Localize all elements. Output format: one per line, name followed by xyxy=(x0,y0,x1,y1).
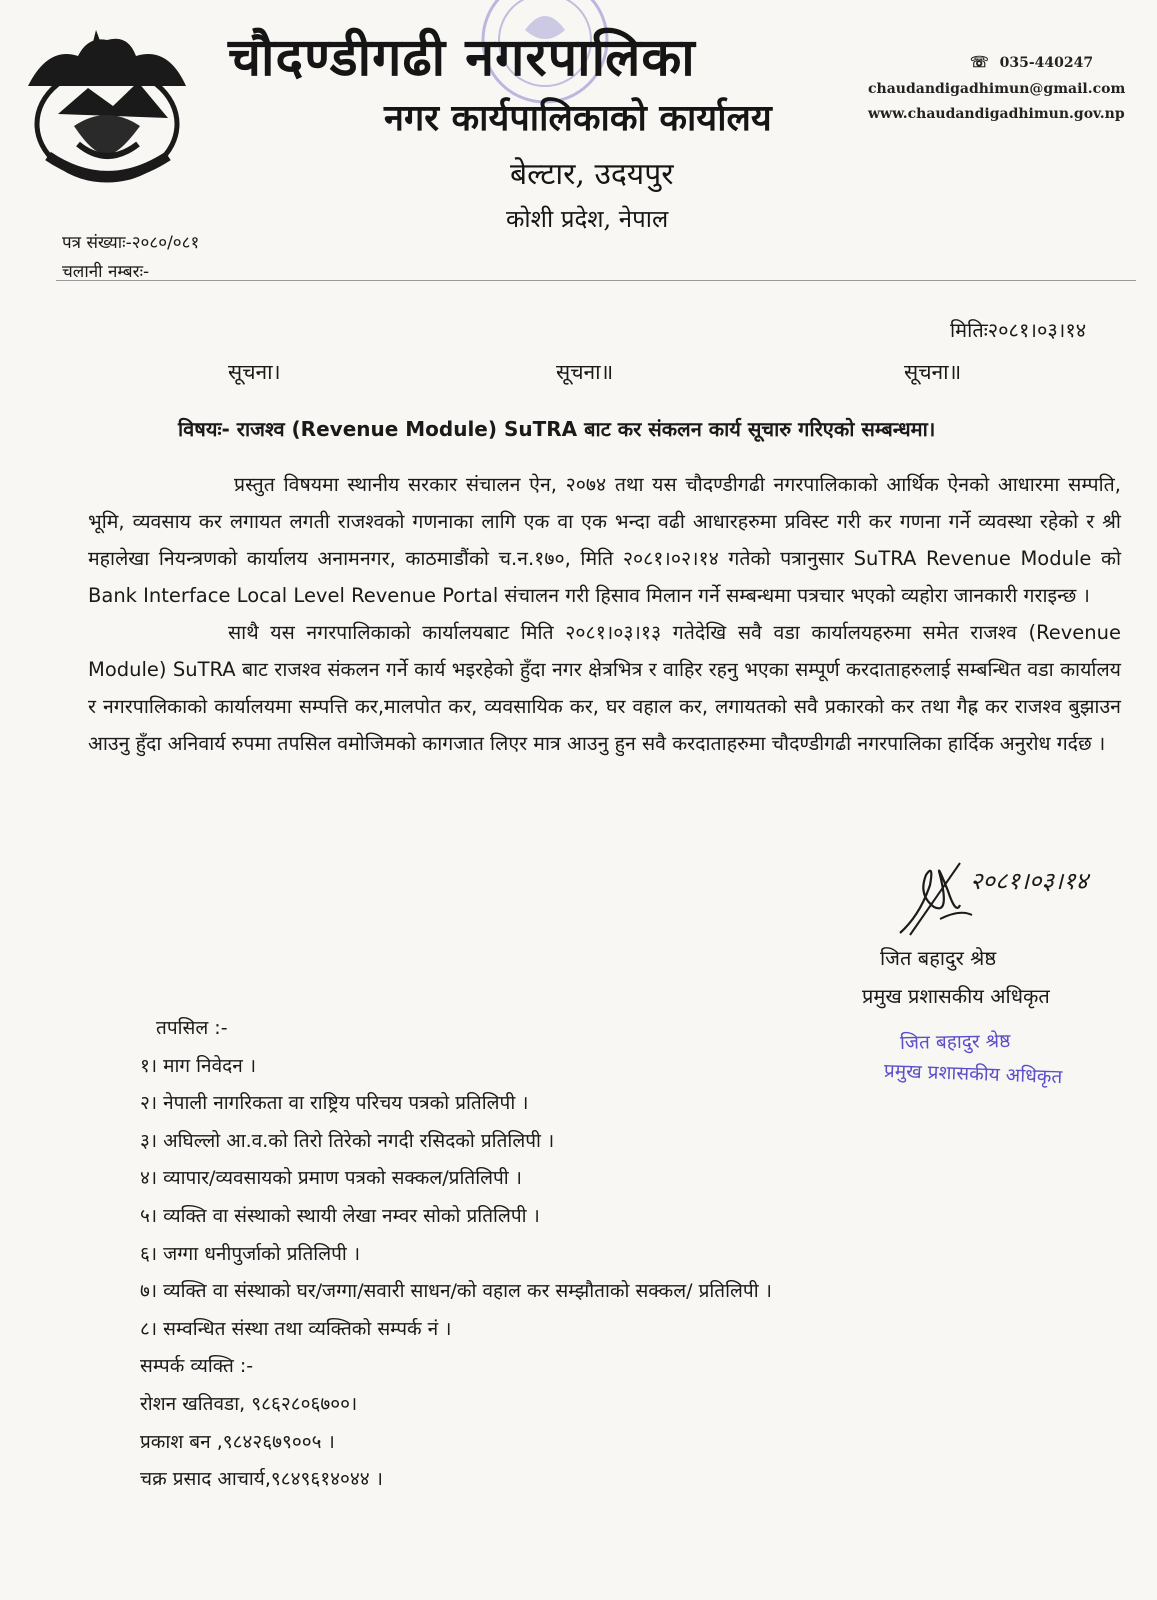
letter-body xyxy=(88,466,1121,762)
email-link[interactable]: chaudandigadhimun@gmail.com xyxy=(868,81,1126,97)
handwritten-signature xyxy=(890,855,1089,941)
notice-label-1: सूचना। xyxy=(228,360,281,384)
phone-icon: ☏ xyxy=(970,53,989,71)
notice-label-2: सूचना॥ xyxy=(556,360,614,384)
office-name: नगर कार्यपालिकाको कार्यालय xyxy=(384,97,772,139)
official-stamp-title: प्रमुख प्रशासकीय अधिकृत xyxy=(883,1059,1063,1089)
header-divider xyxy=(56,280,1136,281)
list-item: ७। व्यक्ति वा संस्थाको घर/जग्गा/सवारी साधन/को वहाल कर सम्झौताको सक्कल/ प्रतिलिपी । xyxy=(140,1280,772,1303)
phone-row xyxy=(970,53,1093,71)
phone-number: 035-440247 xyxy=(999,55,1094,71)
annex-heading: तपसिल :- xyxy=(156,1017,228,1039)
list-item: ८। सम्वन्धित संस्था तथा व्यक्तिको सम्पर्क नं । xyxy=(140,1317,452,1340)
page-title: चौदण्डीगढी नगरपालिका xyxy=(228,27,696,88)
list-item: ५। व्यक्ति वा संस्थाको स्थायी लेखा नम्वर सोको प्रतिलिपी । xyxy=(140,1204,540,1227)
list-item: ४। व्यापार/व्यवसायको प्रमाण पत्रको सक्कल/प्रतिलिपी । xyxy=(140,1167,522,1190)
office-address: बेल्टार, उदयपुर xyxy=(510,157,674,192)
website-link[interactable]: www.chaudandigadhimun.gov.np xyxy=(868,106,1125,122)
annex-list xyxy=(140,1010,772,1499)
office-province: कोशी प्रदेश, नेपाल xyxy=(506,205,669,233)
official-stamp-name: जित बहादुर श्रेष्ठ xyxy=(899,1030,1011,1054)
list-item: ६। जग्गा धनीपुर्जाको प्रतिलिपी । xyxy=(140,1242,361,1265)
contact-heading: सम्पर्क व्यक्ति :- xyxy=(140,1355,254,1378)
signature-date: २०८१।०३।१४ xyxy=(970,867,1089,895)
letter-date: मितिः२०८१।०३।१४ xyxy=(950,318,1087,342)
letter-number: पत्र संख्याः-२०८०/०८१ xyxy=(62,233,200,253)
contact-person: प्रकाश बन ,९८४२६७९००५ । xyxy=(140,1430,335,1453)
dispatch-number: चलानी नम्बरः- xyxy=(62,262,150,282)
signer-name: जित बहादुर श्रेष्ठ xyxy=(880,946,997,970)
list-item: १। माग निवेदन । xyxy=(140,1054,257,1077)
nepal-government-emblem-icon xyxy=(18,26,196,194)
body-paragraph-2: साथै यस नगरपालिकाको कार्यालयबाट मिति २०८१।०३।१३ गतेदेखि सवै वडा कार्यालयहरुमा समेत राजश्व (Revenue Module) SuTRA बाट राजश्व संकलन गर्ने कार्य भइरहेको हुँदा नगर क्षेत्रभित्र र वाहिर रहनु भएका सम्पूर्ण करदाताहरुलाई सम्बन्धित वडा कार्यालय र नगरपालिकाको कार्यालयमा सम्पत्ति कर,मालपोत कर, व्यवसायिक कर, घर वहाल कर, लगायतको सवै प्रकारको कर तथा गैह्र कर राजश्व बुझाउन आउनु हुँदा अनिवार्य रुपमा तपसिल वमोजिमको कागजात लिएर मात्र आउनु हुन सवै करदाताहरुमा चौदण्डीगढी नगरपालिका हार्दिक अनुरोध गर्दछ । xyxy=(88,621,1121,755)
list-item: २। नेपाली नागरिकता वा राष्ट्रिय परिचय पत्रको प्रतिलिपी । xyxy=(140,1092,529,1115)
body-paragraph-1: प्रस्तुत विषयमा स्थानीय सरकार संचालन ऐन, २०७४ तथा यस चौदण्डीगढी नगरपालिकाको आर्थिक ऐनको आधारमा सम्पति, भूमि, व्यवसाय कर लगायत लगती राजश्वको गणनाका लागि एक वा एक भन्दा वढी आधारहरुमा प्रविस्ट गरी कर गणना गर्ने व्यवस्था रहेको र श्री महालेखा नियन्त्रणको कार्यालय अनामनगर, काठमाडौंको च.न.१७०, मिति २०८१।०२।१४ गतेको पत्रानुसार SuTRA Revenue Module को Bank Interface Local Level Revenue Portal संचालन गरी हिसाव मिलान गर्ने सम्बन्धमा पत्रचार भएको व्यहोरा जानकारी गराइन्छ । xyxy=(88,473,1121,607)
letter-subject: विषयः- राजश्व (Revenue Module) SuTRA बाट कर संकलन कार्य सूचारु गरिएको सम्बन्धमा। xyxy=(178,417,936,441)
notice-label-3: सूचना॥ xyxy=(904,360,962,384)
signer-title: प्रमुख प्रशासकीय अधिकृत xyxy=(862,984,1050,1008)
contact-person: रोशन खतिवडा, ९८६२८०६७००। xyxy=(140,1392,358,1415)
contact-person: चक्र प्रसाद आचार्य,९८४९६१४०४४ । xyxy=(140,1468,383,1491)
list-item: ३। अघिल्लो आ.व.को तिरो तिरेको नगदी रसिदको प्रतिलिपी । xyxy=(140,1129,555,1152)
